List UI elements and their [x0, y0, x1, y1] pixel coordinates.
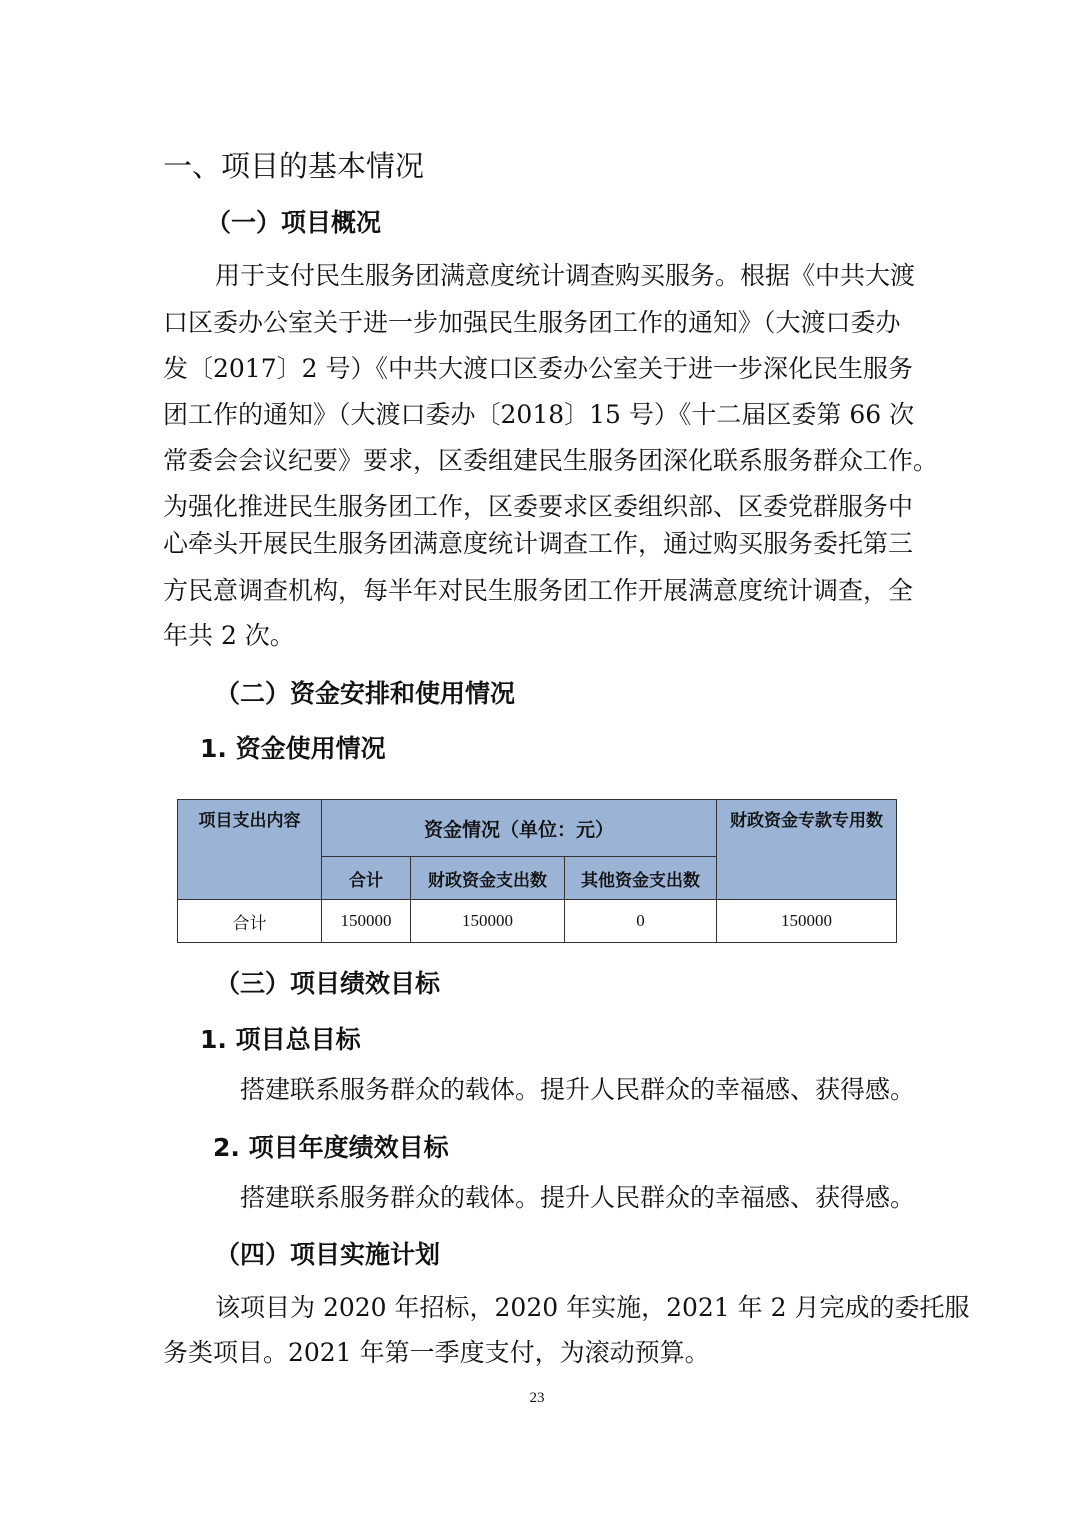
- item-heading-annual-goal: 2. 项目年度绩效目标: [213, 1133, 449, 1162]
- paragraph-line: 务类项目。2021 年第一季度支付，为滚动预算。: [163, 1338, 710, 1367]
- subsection-heading-plan: （四）项目实施计划: [215, 1240, 441, 1269]
- fund-usage-table: [177, 799, 897, 943]
- header-item: 项目支出内容: [178, 800, 322, 900]
- cell-other: 0: [565, 900, 717, 943]
- subsection-heading-goals: （三）项目绩效目标: [215, 969, 441, 998]
- header-special-fund: 财政资金专款专用数: [717, 800, 897, 900]
- item-heading-fund-usage: 1. 资金使用情况: [200, 734, 386, 763]
- paragraph-line: 心牵头开展民生服务团满意度统计调查工作，通过购买服务委托第三: [163, 529, 914, 558]
- goal-text: 搭建联系服务群众的载体。提升人民群众的幸福感、获得感。: [240, 1075, 916, 1104]
- page-number: 23: [529, 1390, 545, 1406]
- paragraph-line: 为强化推进民生服务团工作，区委要求区委组织部、区委党群服务中: [163, 492, 914, 521]
- subsection-heading-overview: （一）项目概况: [206, 208, 382, 237]
- paragraph-line: 发〔2017〕2 号）《中共大渡口区委办公室关于进一步深化民生服务: [163, 354, 913, 383]
- subsection-heading-funding: （二）资金安排和使用情况: [215, 679, 516, 708]
- paragraph-line: 方民意调查机构，每半年对民生服务团工作开展满意度统计调查，全: [163, 576, 914, 605]
- header-fiscal-expense: 财政资金支出数: [411, 857, 565, 900]
- goal-text: 搭建联系服务群众的载体。提升人民群众的幸福感、获得感。: [240, 1183, 916, 1212]
- header-total: 合计: [322, 857, 411, 900]
- cell-total: 150000: [322, 900, 411, 943]
- cell-fiscal: 150000: [411, 900, 565, 943]
- header-other-expense: 其他资金支出数: [565, 857, 717, 900]
- cell-item: 合计: [178, 900, 322, 943]
- paragraph-line: 口区委办公室关于进一步加强民生服务团工作的通知》（大渡口委办: [163, 308, 901, 337]
- table-row: [178, 900, 897, 943]
- cell-special: 150000: [717, 900, 897, 943]
- paragraph-line: 团工作的通知》（大渡口委办〔2018〕15 号）《十二届区委第 66 次: [163, 400, 915, 429]
- paragraph-line: 该项目为 2020 年招标，2020 年实施，2021 年 2 月完成的委托服: [215, 1293, 970, 1322]
- paragraph-line: 年共 2 次。: [163, 621, 295, 650]
- header-fund-situation: 资金情况（单位：元）: [322, 800, 717, 857]
- section-heading-basic-info: 一、项目的基本情况: [163, 149, 425, 183]
- item-heading-overall-goal: 1. 项目总目标: [200, 1025, 361, 1054]
- paragraph-line: 用于支付民生服务团满意度统计调查购买服务。根据《中共大渡: [215, 261, 916, 290]
- paragraph-line: 常委会会议纪要》要求，区委组建民生服务团深化联系服务群众工作。: [163, 446, 939, 475]
